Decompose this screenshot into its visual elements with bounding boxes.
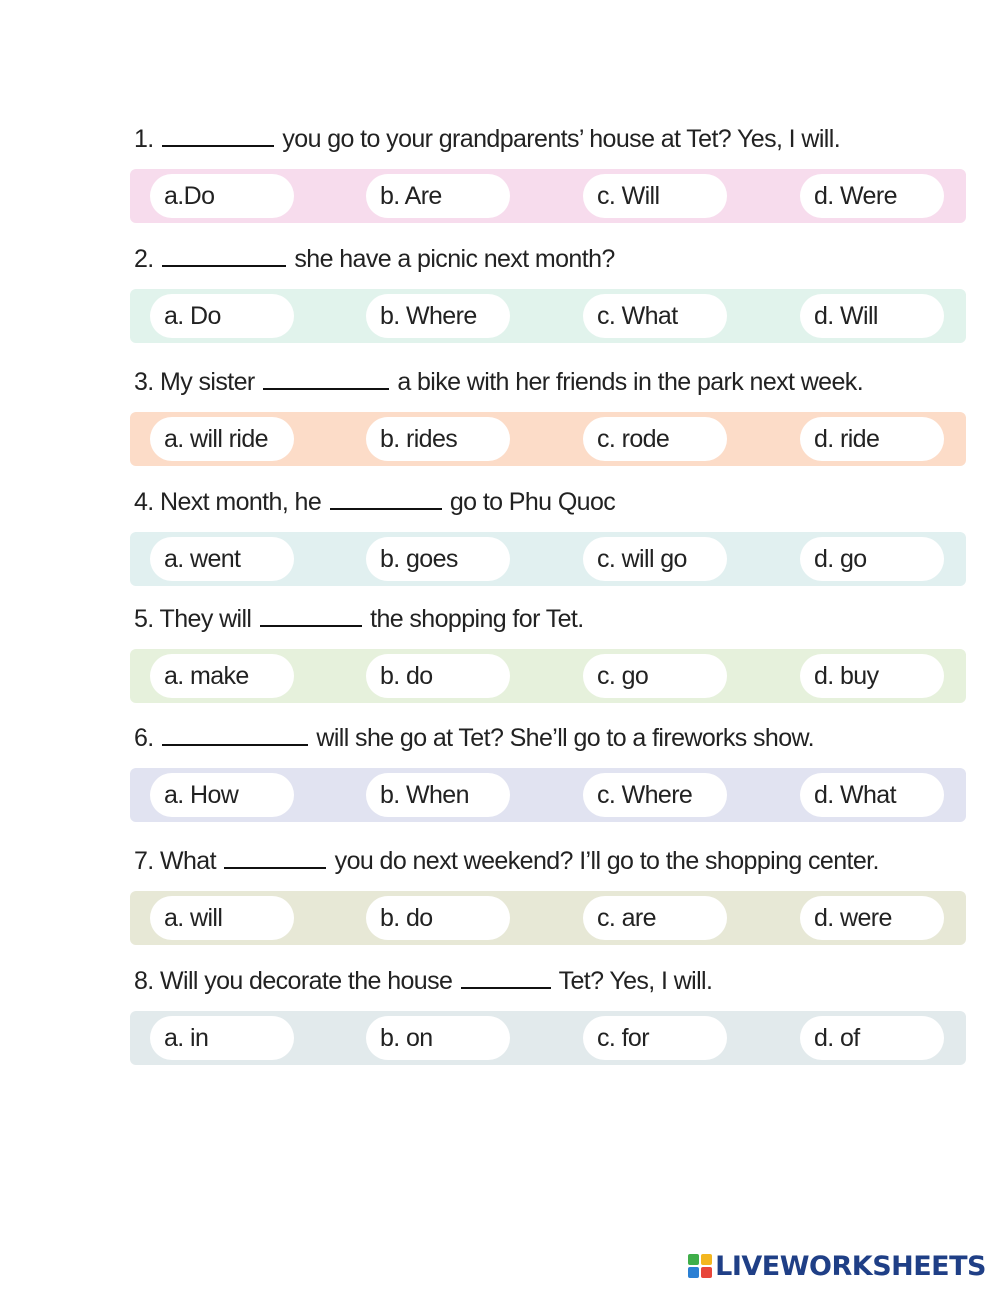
question-prefix: 4. Next month, he [134, 488, 322, 516]
option-d[interactable]: d. ride [800, 417, 944, 461]
option-c[interactable]: c. go [583, 654, 727, 698]
option-d[interactable]: d. Were [800, 174, 944, 218]
question-7 [130, 841, 966, 945]
option-a[interactable]: a. How [150, 773, 294, 817]
option-a[interactable]: a. went [150, 537, 294, 581]
option-c[interactable]: c. are [583, 896, 727, 940]
question-2-text [130, 239, 966, 279]
option-d[interactable]: d. Will [800, 294, 944, 338]
option-d[interactable]: d. go [800, 537, 944, 581]
question-prefix: 5. They will [134, 605, 252, 633]
logo-square-icon [701, 1254, 712, 1265]
options-row [130, 891, 966, 945]
question-4 [130, 482, 966, 586]
question-8 [130, 961, 966, 1065]
option-d[interactable]: d. of [800, 1016, 944, 1060]
option-b[interactable]: b. Where [366, 294, 510, 338]
option-c[interactable]: c. Where [583, 773, 727, 817]
option-c[interactable]: c. Will [583, 174, 727, 218]
option-b[interactable]: b. When [366, 773, 510, 817]
question-suffix: you do next weekend? I’ll go to the shopping center. [334, 847, 879, 875]
question-suffix: a bike with her friends in the park next week. [397, 368, 864, 396]
question-6-text [130, 718, 966, 758]
logo-square-icon [701, 1267, 712, 1278]
option-a[interactable]: a. will ride [150, 417, 294, 461]
question-7-text [130, 841, 966, 881]
option-c[interactable]: c. will go [583, 537, 727, 581]
options-row [130, 1011, 966, 1065]
option-b[interactable]: b. do [366, 896, 510, 940]
question-suffix: will she go at Tet? She’ll go to a fireworks show. [316, 724, 814, 752]
logo-square-icon [688, 1267, 699, 1278]
answer-blank[interactable] [224, 845, 326, 869]
question-suffix: go to Phu Quoc [449, 488, 616, 516]
options-row [130, 412, 966, 466]
option-a[interactable]: a. make [150, 654, 294, 698]
question-suffix: she have a picnic next month? [294, 245, 615, 273]
answer-blank[interactable] [260, 603, 362, 627]
answer-blank[interactable] [162, 243, 286, 267]
question-5 [130, 599, 966, 703]
question-1 [130, 119, 966, 223]
options-row [130, 649, 966, 703]
option-c[interactable]: c. rode [583, 417, 727, 461]
question-2 [130, 239, 966, 343]
question-prefix: 8. Will you decorate the house [134, 967, 453, 995]
options-row [130, 768, 966, 822]
option-c[interactable]: c. What [583, 294, 727, 338]
question-3 [130, 362, 966, 466]
option-b[interactable]: b. do [366, 654, 510, 698]
answer-blank[interactable] [330, 486, 442, 510]
question-4-text [130, 482, 966, 522]
option-d[interactable]: d. buy [800, 654, 944, 698]
option-b[interactable]: b. goes [366, 537, 510, 581]
logo-text: LIVEWORKSHEETS [715, 1250, 986, 1282]
question-prefix: 1. [134, 125, 154, 153]
question-6 [130, 718, 966, 822]
question-5-text [130, 599, 966, 639]
question-3-text [130, 362, 966, 402]
option-a[interactable]: a. in [150, 1016, 294, 1060]
option-a[interactable]: a.Do [150, 174, 294, 218]
question-suffix: Tet? Yes, I will. [558, 967, 713, 995]
question-prefix: 6. [134, 724, 154, 752]
question-suffix: you go to your grandparents’ house at Tet? Yes, I will. [282, 125, 841, 153]
options-row [130, 289, 966, 343]
question-1-text [130, 119, 966, 159]
question-suffix: the shopping for Tet. [370, 605, 584, 633]
option-b[interactable]: b. on [366, 1016, 510, 1060]
options-row [130, 169, 966, 223]
question-8-text [130, 961, 966, 1001]
logo-square-icon [688, 1254, 699, 1265]
liveworksheets-logo[interactable] [688, 1248, 986, 1284]
answer-blank[interactable] [162, 722, 308, 746]
answer-blank[interactable] [162, 123, 274, 147]
logo-mark-icon [688, 1254, 712, 1278]
option-c[interactable]: c. for [583, 1016, 727, 1060]
option-d[interactable]: d. were [800, 896, 944, 940]
option-b[interactable]: b. Are [366, 174, 510, 218]
option-b[interactable]: b. rides [366, 417, 510, 461]
answer-blank[interactable] [263, 366, 389, 390]
options-row [130, 532, 966, 586]
option-a[interactable]: a. Do [150, 294, 294, 338]
answer-blank[interactable] [461, 965, 551, 989]
option-d[interactable]: d. What [800, 773, 944, 817]
question-prefix: 3. My sister [134, 368, 255, 396]
option-a[interactable]: a. will [150, 896, 294, 940]
question-prefix: 2. [134, 245, 154, 273]
question-prefix: 7. What [134, 847, 216, 875]
